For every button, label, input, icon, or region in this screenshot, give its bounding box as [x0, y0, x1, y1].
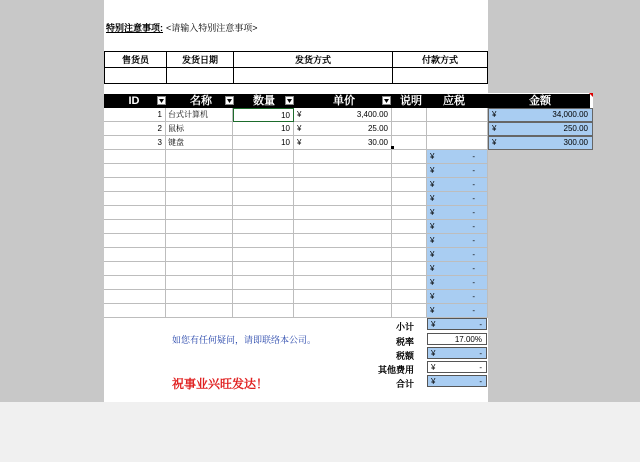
cell-tax[interactable]	[427, 136, 488, 150]
table-row	[104, 122, 488, 136]
other-fees-value: -	[479, 363, 482, 372]
tax-value: -	[472, 152, 475, 161]
empty-row	[104, 164, 488, 178]
tax-rate-label: 税率	[395, 337, 414, 347]
empty-cell[interactable]	[166, 206, 233, 220]
line-items-grid	[104, 108, 488, 318]
meta-header-payment: 付款方式	[393, 52, 488, 68]
cell-price[interactable]	[294, 108, 392, 122]
chevron-down-icon	[287, 99, 292, 103]
col-header-price: 单价	[333, 95, 355, 107]
empty-cell[interactable]	[166, 234, 233, 248]
closing-wish: 祝事业兴旺发达！	[172, 377, 269, 391]
empty-row	[104, 262, 488, 276]
empty-cell[interactable]	[392, 206, 427, 220]
chevron-down-icon	[159, 99, 164, 103]
empty-cell[interactable]	[166, 248, 233, 262]
cell-price[interactable]	[294, 122, 392, 136]
empty-cell[interactable]	[104, 150, 166, 164]
tax-rate-box[interactable]	[427, 333, 487, 345]
tax-currency: ¥	[430, 292, 435, 301]
meta-header-ship-date: 发货日期	[167, 52, 234, 68]
empty-row	[104, 276, 488, 290]
cell-tax[interactable]	[427, 164, 488, 178]
empty-row	[104, 150, 488, 164]
tax-currency: ¥	[430, 222, 435, 231]
total-currency: ¥	[431, 377, 436, 386]
tax-currency: ¥	[430, 250, 435, 259]
cell-name[interactable]: 鼠标	[166, 122, 233, 136]
fill-handle[interactable]	[391, 146, 394, 149]
amount-value: 34,000.00	[552, 110, 588, 119]
empty-cell[interactable]	[233, 276, 294, 290]
cell-tax[interactable]	[427, 220, 488, 234]
empty-cell[interactable]	[392, 290, 427, 304]
cell-qty[interactable]: 10	[233, 136, 294, 150]
tax-value: -	[472, 292, 475, 301]
cell-id[interactable]: 2	[104, 122, 166, 136]
empty-cell[interactable]	[166, 220, 233, 234]
empty-cell[interactable]	[104, 164, 166, 178]
empty-cell[interactable]	[392, 164, 427, 178]
cell-tax[interactable]	[427, 108, 488, 122]
chevron-down-icon	[227, 99, 232, 103]
amount-cell[interactable]	[488, 136, 593, 150]
price-value: 3,400.00	[356, 110, 388, 119]
empty-cell[interactable]	[233, 290, 294, 304]
cell-tax[interactable]	[427, 192, 488, 206]
col-header-name: 名称	[190, 95, 212, 107]
empty-row	[104, 206, 488, 220]
empty-row	[104, 290, 488, 304]
subtotal-value: -	[479, 320, 482, 329]
empty-cell[interactable]	[104, 192, 166, 206]
empty-cell[interactable]	[294, 220, 392, 234]
tax-value: -	[472, 180, 475, 189]
empty-row	[104, 192, 488, 206]
empty-cell[interactable]	[104, 234, 166, 248]
tax-value: -	[472, 264, 475, 273]
amount-value: 250.00	[563, 124, 588, 133]
empty-cell[interactable]	[392, 192, 427, 206]
column-header-bar	[104, 94, 590, 108]
empty-cell[interactable]	[392, 234, 427, 248]
cell-tax[interactable]	[427, 234, 488, 248]
subtotal-label: 小计	[395, 322, 414, 332]
filter-dropdown-price[interactable]	[382, 96, 391, 105]
tax-amount-currency: ¥	[431, 349, 436, 358]
empty-row	[104, 178, 488, 192]
empty-cell[interactable]	[294, 234, 392, 248]
empty-cell[interactable]	[233, 150, 294, 164]
empty-cell[interactable]	[294, 262, 392, 276]
tax-value: -	[472, 208, 475, 217]
empty-cell[interactable]	[166, 150, 233, 164]
tax-currency: ¥	[430, 236, 435, 245]
amount-currency: ¥	[492, 138, 497, 147]
tax-currency: ¥	[430, 180, 435, 189]
tax-currency: ¥	[430, 306, 435, 315]
meta-header-salesperson: 售货员	[105, 52, 167, 68]
other-fees-label: 其他费用	[377, 365, 414, 375]
empty-cell[interactable]	[392, 248, 427, 262]
col-header-tax: 应税	[443, 95, 465, 107]
empty-cell[interactable]	[104, 206, 166, 220]
cell-price[interactable]	[294, 136, 392, 150]
cell-tax[interactable]	[427, 276, 488, 290]
total-label: 合计	[395, 379, 414, 389]
empty-cell[interactable]	[233, 304, 294, 318]
tax-value: -	[472, 250, 475, 259]
tax-value: -	[472, 194, 475, 203]
contact-message: 如您有任何疑问，请即联络本公司。	[172, 335, 317, 345]
tax-value: -	[472, 236, 475, 245]
chevron-down-icon	[384, 99, 389, 103]
tax-value: -	[472, 166, 475, 175]
price-currency: ¥	[297, 138, 302, 147]
empty-cell[interactable]	[294, 206, 392, 220]
empty-row	[104, 248, 488, 262]
cell-tax[interactable]	[427, 248, 488, 262]
cell-tax[interactable]	[427, 206, 488, 220]
empty-cell[interactable]	[294, 178, 392, 192]
subtotal-currency: ¥	[431, 320, 436, 329]
empty-cell[interactable]	[233, 234, 294, 248]
empty-cell[interactable]	[233, 262, 294, 276]
tax-value: -	[472, 222, 475, 231]
tax-currency: ¥	[430, 208, 435, 217]
tax-currency: ¥	[430, 152, 435, 161]
empty-cell[interactable]	[392, 276, 427, 290]
empty-cell[interactable]	[392, 262, 427, 276]
empty-row	[104, 220, 488, 234]
amount-currency: ¥	[492, 110, 497, 119]
empty-cell[interactable]	[104, 178, 166, 192]
cell-tax[interactable]	[427, 122, 488, 136]
tax-amount-label: 税额	[395, 351, 414, 361]
empty-cell[interactable]	[294, 290, 392, 304]
amount-cell[interactable]	[488, 108, 593, 122]
meta-header-ship-method: 发货方式	[234, 52, 393, 68]
tax-currency: ¥	[430, 194, 435, 203]
empty-cell[interactable]	[166, 304, 233, 318]
total-box	[427, 375, 487, 387]
filter-dropdown-qty[interactable]	[285, 96, 294, 105]
empty-cell[interactable]	[294, 276, 392, 290]
cell-id[interactable]: 1	[104, 108, 166, 122]
table-row	[104, 136, 488, 150]
tax-value: -	[472, 278, 475, 287]
comment-indicator	[589, 93, 593, 97]
col-header-qty: 数量	[253, 95, 275, 107]
empty-cell[interactable]	[104, 290, 166, 304]
cell-tax[interactable]	[427, 290, 488, 304]
col-header-note: 说明	[400, 95, 422, 107]
empty-cell[interactable]	[166, 178, 233, 192]
empty-cell[interactable]	[104, 262, 166, 276]
col-header-amount: 金额	[529, 95, 551, 107]
empty-cell[interactable]	[104, 276, 166, 290]
price-value: 30.00	[367, 138, 388, 147]
meta-salesperson-cell[interactable]	[105, 68, 167, 84]
empty-cell[interactable]	[166, 276, 233, 290]
cell-qty[interactable]: 10	[233, 122, 294, 136]
price-currency: ¥	[297, 110, 302, 119]
price-currency: ¥	[297, 124, 302, 133]
empty-cell[interactable]	[294, 150, 392, 164]
subtotal-box	[427, 318, 487, 330]
notice-label: 特别注意事项:	[106, 23, 163, 33]
cell-qty[interactable]: 10	[233, 108, 294, 122]
amount-currency: ¥	[492, 124, 497, 133]
meta-ship-date-cell[interactable]	[167, 68, 234, 84]
empty-row	[104, 304, 488, 318]
col-header-id: ID	[128, 95, 140, 107]
empty-cell[interactable]	[294, 304, 392, 318]
tax-currency: ¥	[430, 278, 435, 287]
empty-cell[interactable]	[104, 220, 166, 234]
cell-tax[interactable]	[427, 262, 488, 276]
empty-cell[interactable]	[392, 304, 427, 318]
empty-row	[104, 234, 488, 248]
empty-cell[interactable]	[294, 248, 392, 262]
empty-cell[interactable]	[166, 164, 233, 178]
table-row	[104, 108, 488, 122]
cell-note[interactable]	[392, 122, 427, 136]
shipping-meta-table	[104, 51, 488, 84]
empty-cell[interactable]	[104, 304, 166, 318]
total-value: -	[479, 377, 482, 386]
amount-cell[interactable]	[488, 122, 593, 136]
meta-ship-method-cell[interactable]	[234, 68, 393, 84]
tax-currency: ¥	[430, 264, 435, 273]
cell-note[interactable]	[392, 136, 427, 150]
tax-amount-box	[427, 347, 487, 359]
empty-cell[interactable]	[294, 164, 392, 178]
price-value: 25.00	[367, 124, 388, 133]
empty-cell[interactable]	[166, 262, 233, 276]
cell-tax[interactable]	[427, 304, 488, 318]
empty-cell[interactable]	[233, 206, 294, 220]
amount-value: 300.00	[563, 138, 588, 147]
empty-cell[interactable]	[166, 192, 233, 206]
tax-currency: ¥	[430, 166, 435, 175]
filter-dropdown-id[interactable]	[157, 96, 166, 105]
cell-name[interactable]: 键盘	[166, 136, 233, 150]
cell-id[interactable]: 3	[104, 136, 166, 150]
other-fees-box[interactable]	[427, 361, 487, 373]
meta-payment-cell[interactable]	[393, 68, 488, 84]
filter-dropdown-name[interactable]	[225, 96, 234, 105]
empty-cell[interactable]	[392, 178, 427, 192]
tax-amount-value: -	[479, 349, 482, 358]
empty-cell[interactable]	[166, 290, 233, 304]
empty-cell[interactable]	[233, 164, 294, 178]
empty-cell[interactable]	[233, 220, 294, 234]
cell-name[interactable]: 台式计算机	[166, 108, 233, 122]
empty-cell[interactable]	[233, 192, 294, 206]
cell-note[interactable]	[392, 108, 427, 122]
cell-tax[interactable]	[427, 150, 488, 164]
empty-cell[interactable]	[104, 248, 166, 262]
empty-cell[interactable]	[233, 248, 294, 262]
empty-cell[interactable]	[294, 192, 392, 206]
empty-cell[interactable]	[233, 178, 294, 192]
other-fees-currency: ¥	[431, 363, 436, 372]
empty-cell[interactable]	[392, 150, 427, 164]
notice-input[interactable]: <请输入特别注意事项>	[166, 23, 258, 33]
tax-rate-value: 17.00%	[454, 335, 482, 344]
empty-cell[interactable]	[392, 220, 427, 234]
tax-value: -	[472, 306, 475, 315]
cell-tax[interactable]	[427, 178, 488, 192]
